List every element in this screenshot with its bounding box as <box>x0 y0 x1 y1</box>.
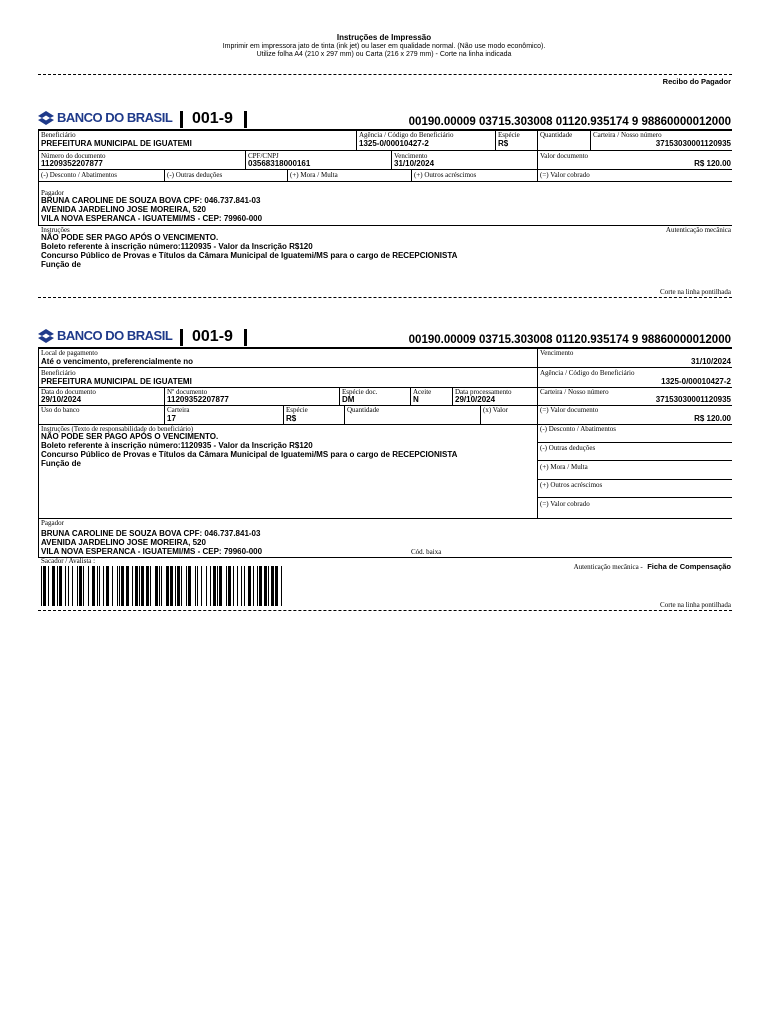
value-agencia: 1325-0/00010427-2 <box>359 139 429 148</box>
barcode-bar <box>281 566 282 606</box>
barcode-bar <box>121 566 124 606</box>
barcode-bar <box>68 566 69 606</box>
barcode-bar <box>195 566 196 606</box>
barcode-bar <box>119 566 120 606</box>
label-cpf-cnpj: CPF/CNPJ <box>248 152 279 160</box>
value-local-pagamento: Até o vencimento, preferencialmente no <box>41 357 194 366</box>
label-especie-2: Espécie <box>286 406 308 414</box>
cut-line-middle[interactable] <box>38 297 732 298</box>
barcode-bar <box>197 566 198 606</box>
barcode-bar <box>244 566 245 606</box>
value-pagador2-line1: BRUNA CAROLINE DE SOUZA BOVA CPF: 046.737.841-03 <box>41 529 261 538</box>
barcode-bar <box>219 566 222 606</box>
label-aceite: Aceite <box>413 388 432 396</box>
value-pagador2-line3: VILA NOVA ESPERANCA - IGUATEMI/MS - CEP: 79960-000 <box>41 547 263 556</box>
barcode-bar <box>159 566 160 606</box>
value-carteira: 37153030001120935 <box>655 139 731 148</box>
banco-do-brasil-logo-icon <box>38 329 54 343</box>
label-especie-doc: Espécie doc. <box>342 388 378 396</box>
label-autenticacao: Autenticação mecânica <box>665 226 731 234</box>
barcode-bar <box>259 566 262 606</box>
barcode-bar <box>103 566 104 606</box>
barcode-bar <box>170 566 173 606</box>
separator <box>180 111 183 128</box>
value-instr2-line1: NÃO PODE SER PAGO APÓS O VENCIMENTO. <box>41 432 219 441</box>
barcode-icon <box>41 566 361 606</box>
bank-code: 001-9 <box>192 110 233 127</box>
value-numero-documento: 11209352207877 <box>41 159 103 168</box>
print-instructions-line2: Utilize folha A4 (210 x 297 mm) ou Carta (216 x 279 mm) - Corte na linha indicada <box>256 51 512 58</box>
value-pagador2-line2: AVENIDA JARDELINO JOSE MOREIRA, 520 <box>41 538 206 547</box>
barcode-bar <box>241 566 242 606</box>
value-instr-line4: Função de <box>41 260 82 269</box>
barcode-bar <box>112 566 113 606</box>
label-instrucoes-2: Instruções (Texto de responsabilidade do beneficiário) <box>41 425 194 433</box>
grid-line <box>537 129 538 181</box>
label-valor-documento-2: (=) Valor documento <box>540 406 599 414</box>
bank-name: BANCO DO BRASIL <box>57 110 173 125</box>
value-pagador-line3: VILA NOVA ESPERANCA - IGUATEMI/MS - CEP: 79960-000 <box>41 214 263 223</box>
label-quantidade-2: Quantidade <box>347 406 380 414</box>
barcode-bar <box>99 566 100 606</box>
grid-line <box>537 442 732 443</box>
grid-line <box>537 479 732 480</box>
label-sacador: Sacador / Avalista : <box>41 557 96 565</box>
auth-footer <box>574 556 731 574</box>
barcode-bar <box>253 566 254 606</box>
grid-line <box>38 129 39 225</box>
barcode-bar <box>83 566 84 606</box>
label-ficha-compensacao: Ficha de Compensação <box>647 562 731 571</box>
separator <box>244 329 247 346</box>
bank-logo <box>38 110 172 125</box>
grid-line <box>590 129 591 150</box>
barcode-bar <box>117 566 118 606</box>
barcode-bar <box>106 566 109 606</box>
label-beneficiario: Beneficiário <box>41 131 76 139</box>
barcode-bar <box>97 566 98 606</box>
grid-line <box>537 497 732 498</box>
bank-logo-2 <box>38 328 172 343</box>
barcode-bar <box>59 566 62 606</box>
label-outros-acrescimos-2: (+) Outros acréscimos <box>540 481 603 489</box>
value-instr2-line4: Função de <box>41 459 82 468</box>
label-x-valor: (x) Valor <box>483 406 508 414</box>
label-vencimento-2: Vencimento <box>540 349 574 357</box>
grid-line <box>410 387 411 405</box>
label-carteira-nosso: Carteira / Nosso número <box>540 388 609 396</box>
barcode-bar <box>186 566 187 606</box>
grid-line <box>245 150 246 169</box>
barcode-bar <box>201 566 202 606</box>
value-instr2-line3: Concurso Público de Provas e Títulos da Câmara Municipal de Iguatemi/MS para o cargo de RECEPCIONISTA <box>41 450 458 459</box>
barcode-bar <box>237 566 238 606</box>
grid-line <box>480 405 481 424</box>
grid-line <box>38 518 732 519</box>
barcode-bar <box>65 566 66 606</box>
grid-line <box>38 150 732 151</box>
label-pagador-2: Pagador <box>41 519 64 527</box>
cut-hint-compensation: Corte na linha pontilhada <box>660 601 731 609</box>
barcode-bar <box>161 566 162 606</box>
value-aceite: N <box>413 395 419 404</box>
barcode-bar <box>41 566 42 606</box>
label-data-processamento: Data processamento <box>455 388 512 396</box>
barcode-bar <box>228 566 231 606</box>
value-instr2-line2: Boleto referente à inscrição número:1120935 - Valor da Inscrição R$120 <box>41 441 313 450</box>
value-carteira-2: 17 <box>167 414 176 423</box>
value-vencimento-2: 31/10/2024 <box>690 357 731 366</box>
print-instructions-line1: Imprimir em impressora jato de tinta (ink jet) ou laser em qualidade normal. (Não use modo econômico). <box>222 43 546 50</box>
label-agencia-2: Agência / Código do Beneficiário <box>540 369 635 377</box>
barcode-bar <box>43 566 46 606</box>
barcode-bar <box>52 566 55 606</box>
label-data-documento: Data do documento <box>41 388 96 396</box>
barcode-bar <box>268 566 269 606</box>
label-desconto-2: (-) Desconto / Abatimentos <box>540 425 617 433</box>
label-outros-acrescimos: (+) Outros acréscimos <box>414 171 477 179</box>
barcode-bar <box>206 566 207 606</box>
label-valor-documento: Valor documento <box>540 152 589 160</box>
barcode-bar <box>213 566 216 606</box>
separator <box>180 329 183 346</box>
banco-do-brasil-logo-icon <box>38 111 54 125</box>
barcode-bar <box>57 566 58 606</box>
value-especie-2: R$ <box>286 414 297 423</box>
value-valor-documento: R$ 120.00 <box>694 159 731 168</box>
grid-line <box>537 460 732 461</box>
grid-line <box>38 225 732 226</box>
barcode-bar <box>77 566 78 606</box>
barcode-bar <box>210 566 211 606</box>
barcode-bar <box>88 566 89 606</box>
grid-line <box>164 387 165 424</box>
barcode-bar <box>72 566 73 606</box>
separator <box>244 111 247 128</box>
grid-line <box>356 129 357 150</box>
barcode-bar <box>150 566 151 606</box>
value-beneficiario: PREFEITURA MUNICIPAL DE IGUATEMI <box>41 139 192 148</box>
barcode-bar <box>141 566 144 606</box>
barcode-bar <box>271 566 274 606</box>
grid-line <box>38 181 732 182</box>
digitable-line-2[interactable]: 00190.00009 03715.303008 01120.935174 9 98860000012000 <box>408 334 731 346</box>
barcode-bar <box>248 566 251 606</box>
bank-code-2: 001-9 <box>192 328 233 345</box>
barcode-bar <box>135 566 138 606</box>
grid-line <box>38 347 732 349</box>
print-instructions <box>0 33 768 59</box>
label-autenticacao-2: Autenticação mecânica - <box>573 563 643 571</box>
barcode-bar <box>188 566 191 606</box>
barcode-bar <box>181 566 182 606</box>
value-especie: R$ <box>498 139 509 148</box>
label-valor-cobrado-2: (=) Valor cobrado <box>540 500 590 508</box>
value-instr-line3: Concurso Público de Provas e Títulos da Câmara Municipal de Iguatemi/MS para o cargo de RECEPCIONISTA <box>41 251 458 260</box>
barcode-bar <box>175 566 176 606</box>
label-carteira-2: Carteira <box>167 406 190 414</box>
label-mora-2: (+) Mora / Multa <box>540 463 588 471</box>
barcode-bar <box>48 566 49 606</box>
grid-line <box>283 405 284 424</box>
value-n-documento: 11209352207877 <box>167 395 229 404</box>
label-local-pagamento: Local de pagamento <box>41 349 98 357</box>
barcode-bar <box>257 566 258 606</box>
label-outras-deducoes-2: (-) Outras deduções <box>540 444 596 452</box>
grid-line <box>38 347 39 557</box>
value-pagador-line2: AVENIDA JARDELINO JOSE MOREIRA, 520 <box>41 205 206 214</box>
cut-line-bottom[interactable] <box>38 610 732 611</box>
label-mora: (+) Mora / Multa <box>290 171 338 179</box>
grid-line <box>411 169 412 181</box>
value-cpf-cnpj: 03568318000161 <box>248 159 311 168</box>
print-instructions-title: Instruções de Impressão <box>336 33 432 42</box>
barcode-bar <box>275 566 278 606</box>
cut-line-top[interactable] <box>38 74 732 75</box>
barcode-bar <box>233 566 234 606</box>
receipt-header: Recibo do Pagador <box>662 77 731 86</box>
grid-line <box>164 169 165 181</box>
label-carteira: Carteira / Nosso número <box>593 131 662 139</box>
bank-name-2: BANCO DO BRASIL <box>57 328 173 343</box>
grid-line <box>38 169 732 170</box>
label-instrucoes: Instruções <box>41 226 70 234</box>
barcode-bar <box>126 566 129 606</box>
value-agencia-2: 1325-0/00010427-2 <box>661 377 731 386</box>
grid-line <box>287 169 288 181</box>
barcode-bar <box>177 566 180 606</box>
value-carteira-nosso: 37153030001120935 <box>655 395 731 404</box>
value-vencimento: 31/10/2024 <box>394 159 435 168</box>
grid-line <box>344 405 345 424</box>
grid-line <box>537 347 538 518</box>
grid-line <box>38 367 732 368</box>
grid-line <box>495 129 496 150</box>
label-especie: Espécie <box>498 131 520 139</box>
value-pagador-line1: BRUNA CAROLINE DE SOUZA BOVA CPF: 046.737.841-03 <box>41 196 261 205</box>
value-valor-documento-2: R$ 120.00 <box>694 414 731 423</box>
label-agencia: Agência / Código do Beneficiário <box>359 131 454 139</box>
barcode-bar <box>79 566 82 606</box>
label-uso-banco: Uso do banco <box>41 406 80 414</box>
grid-line <box>38 387 732 388</box>
cut-hint-receipt: Corte na linha pontilhada <box>660 288 731 296</box>
value-beneficiario-2: PREFEITURA MUNICIPAL DE IGUATEMI <box>41 377 192 386</box>
label-vencimento: Vencimento <box>394 152 428 160</box>
label-cod-baixa: Cód. baixa <box>411 548 442 556</box>
barcode-bar <box>264 566 267 606</box>
label-beneficiario-2: Beneficiário <box>41 369 76 377</box>
barcode-bar <box>166 566 169 606</box>
label-valor-cobrado: (=) Valor cobrado <box>540 171 590 179</box>
grid-line <box>339 387 340 405</box>
value-instr-line2: Boleto referente à inscrição número:1120935 - Valor da Inscrição R$120 <box>41 242 313 251</box>
value-data-processamento: 29/10/2024 <box>455 395 496 404</box>
barcode-bar <box>132 566 133 606</box>
value-especie-doc: DM <box>342 395 355 404</box>
grid-line <box>391 150 392 169</box>
barcode-bar <box>217 566 218 606</box>
grid-line <box>38 405 732 406</box>
barcode-bar <box>92 566 95 606</box>
grid-line <box>452 387 453 405</box>
value-data-documento: 29/10/2024 <box>41 395 82 404</box>
label-outras-deducoes: (-) Outras deduções <box>167 171 223 179</box>
barcode-bar <box>139 566 140 606</box>
value-instr-line1: NÃO PODE SER PAGO APÓS O VENCIMENTO. <box>41 233 219 242</box>
label-quantidade: Quantidade <box>540 131 573 139</box>
digitable-line[interactable]: 00190.00009 03715.303008 01120.935174 9 98860000012000 <box>408 116 731 128</box>
barcode-bar <box>155 566 158 606</box>
barcode-bar <box>146 566 149 606</box>
label-n-documento: Nº documento <box>167 388 208 396</box>
label-numero-documento: Número do documento <box>41 152 106 160</box>
barcode-bar <box>226 566 227 606</box>
label-pagador: Pagador <box>41 189 64 197</box>
label-desconto: (-) Desconto / Abatimentos <box>41 171 118 179</box>
